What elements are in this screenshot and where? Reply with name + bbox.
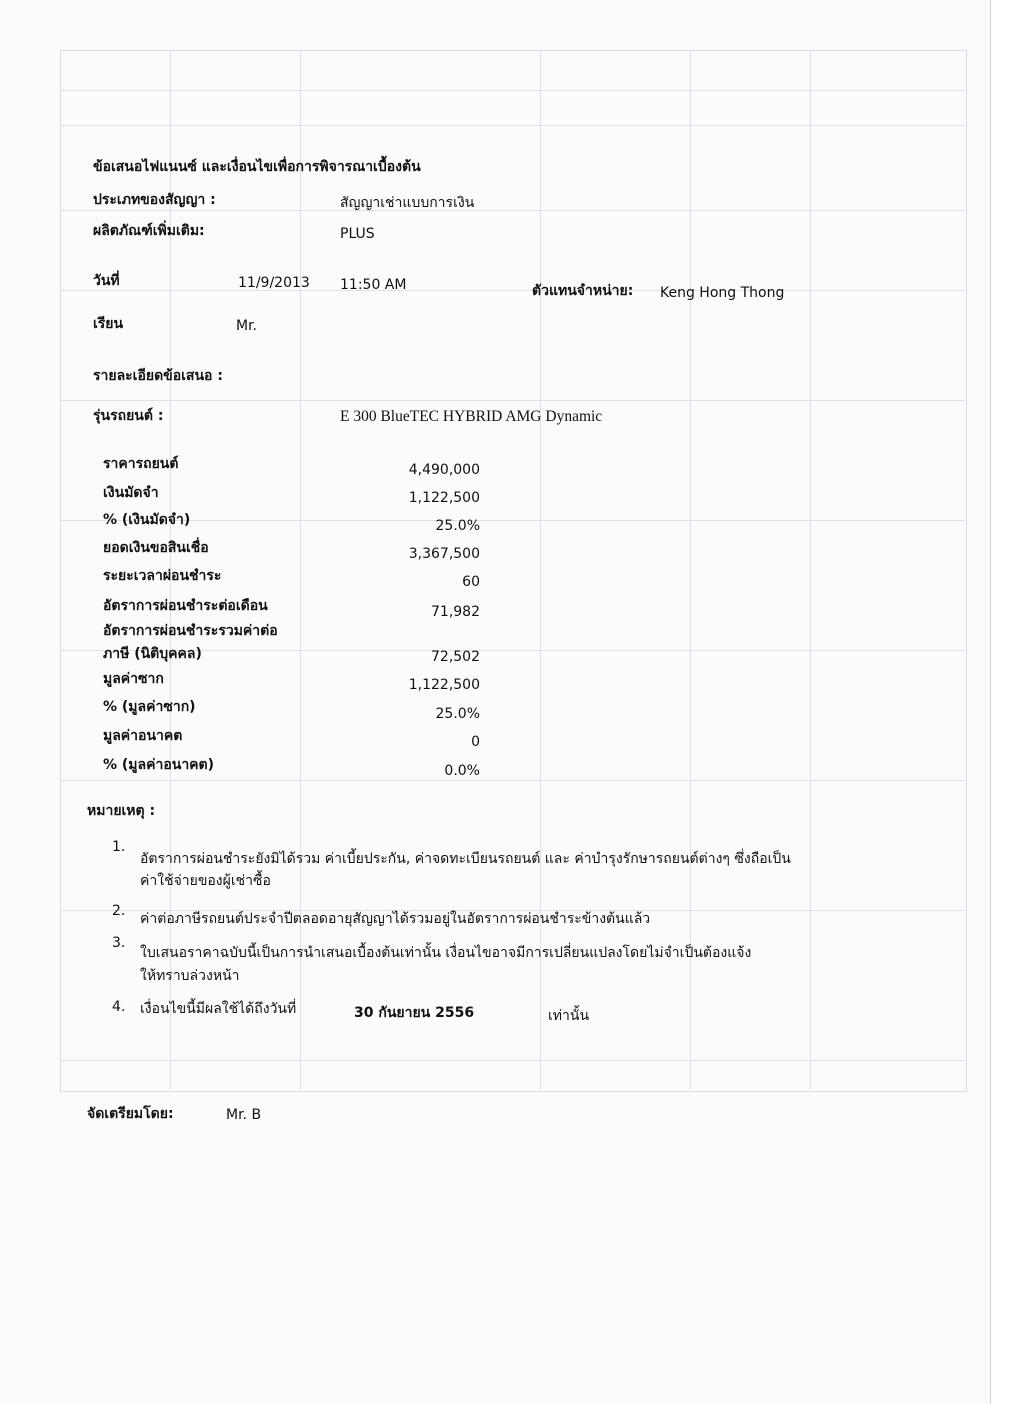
financial-value: 3,367,500	[408, 546, 480, 562]
financial-label: ภาษี (นิติบุคคล)	[103, 646, 202, 662]
financial-label: % (มูลค่าซาก)	[103, 699, 196, 715]
model-label: รุ่นรถยนต์ :	[93, 408, 164, 424]
note-text: อัตราการผ่อนชำระยังมิได้รวม ค่าเบี้ยประกัน, ค่าจดทะเบียนรถยนต์ และ ค่าบำรุงรักษารถยนต์ต่างๆ ซึ่งถือเป็น	[140, 851, 791, 867]
bleed-through-rule	[60, 520, 965, 521]
note-text: ให้ทราบล่วงหน้า	[140, 968, 240, 984]
addon-value: PLUS	[340, 226, 375, 242]
bleed-through-rule	[60, 90, 965, 91]
financial-label: มูลค่าอนาคต	[103, 728, 183, 744]
note-suffix: เท่านั้น	[548, 1008, 590, 1024]
bleed-through-rule	[60, 290, 965, 291]
time-value: 11:50 AM	[340, 277, 407, 293]
document-heading: ข้อเสนอไฟแนนซ์ และเงื่อนไขเพื่อการพิจารณาเบื้องต้น	[93, 159, 421, 175]
contract-type-value: สัญญาเช่าแบบการเงิน	[340, 195, 475, 211]
addon-label: ผลิตภัณฑ์เพิ่มเติม:	[93, 223, 205, 239]
note-number: 2.	[112, 903, 126, 919]
note-number: 1.	[112, 839, 126, 855]
note-text: ค่าใช้จ่ายของผู้เช่าซื้อ	[140, 873, 271, 889]
financial-label: อัตราการผ่อนชำระรวมค่าต่อ	[103, 623, 278, 639]
offer-details-label: รายละเอียดข้อเสนอ :	[93, 368, 223, 384]
financial-label: % (มูลค่าอนาคต)	[103, 757, 215, 773]
financial-value: 1,122,500	[408, 677, 480, 693]
notes-label: หมายเหตุ :	[87, 803, 156, 819]
note-text: ค่าต่อภาษีรถยนต์ประจำปีตลอดอายุสัญญาได้รวมอยู่ในอัตราการผ่อนชำระข้างต้นแล้ว	[140, 911, 651, 927]
scan-edge	[990, 0, 1020, 1404]
bleed-through-rule	[60, 125, 965, 126]
prepared-by-value: Mr. B	[226, 1107, 262, 1123]
note-number: 4.	[112, 999, 126, 1015]
financial-label: ยอดเงินขอสินเชื่อ	[103, 540, 209, 556]
financial-value: 60	[462, 574, 480, 590]
financial-label: มูลค่าซาก	[103, 671, 164, 687]
validity-date: 30 กันยายน 2556	[354, 1005, 475, 1021]
note-text: ใบเสนอราคาฉบับนี้เป็นการนำเสนอเบื้องต้นเท่านั้น เงื่อนไขอาจมีการเปลี่ยนแปลงโดยไม่จำเป็นต้องแจ้ง	[140, 945, 752, 961]
financial-value: 25.0%	[435, 706, 480, 722]
note-text: เงื่อนไขนี้มีผลใช้ได้ถึงวันที่	[140, 1001, 297, 1017]
financial-value: 72,502	[431, 649, 480, 665]
date-value: 11/9/2013	[238, 275, 310, 291]
date-label: วันที่	[93, 273, 120, 289]
note-number: 3.	[112, 935, 126, 951]
financial-value: 0	[471, 734, 480, 750]
financial-value: 71,982	[431, 604, 480, 620]
financial-value: 25.0%	[435, 518, 480, 534]
financial-value: 0.0%	[444, 763, 480, 779]
financial-value: 1,122,500	[408, 490, 480, 506]
financial-value: 4,490,000	[408, 462, 480, 478]
financial-label: อัตราการผ่อนชำระต่อเดือน	[103, 598, 268, 614]
bleed-through-rule	[300, 50, 301, 1090]
financial-label: ระยะเวลาผ่อนชำระ	[103, 568, 222, 584]
bleed-through-rule	[540, 50, 541, 1090]
contract-type-label: ประเภทของสัญญา :	[93, 192, 216, 208]
model-value: E 300 BlueTEC HYBRID AMG Dynamic	[340, 408, 603, 425]
financial-label: ราคารถยนต์	[103, 456, 179, 472]
bleed-through-rule	[60, 210, 965, 211]
financial-label: % (เงินมัดจำ)	[103, 512, 191, 528]
to-value: Mr.	[236, 318, 257, 334]
dealer-label: ตัวแทนจำหน่าย:	[532, 283, 634, 299]
to-label: เรียน	[93, 316, 124, 332]
bleed-through-rule	[60, 1060, 965, 1061]
prepared-by-label: จัดเตรียมโดย:	[87, 1106, 174, 1122]
bleed-through-rule	[810, 50, 811, 1090]
bleed-through-rule	[60, 400, 965, 401]
bleed-through-rule	[60, 780, 965, 781]
financial-label: เงินมัดจำ	[103, 485, 159, 501]
dealer-value: Keng Hong Thong	[660, 285, 785, 301]
bleed-through-rule	[690, 50, 691, 1090]
